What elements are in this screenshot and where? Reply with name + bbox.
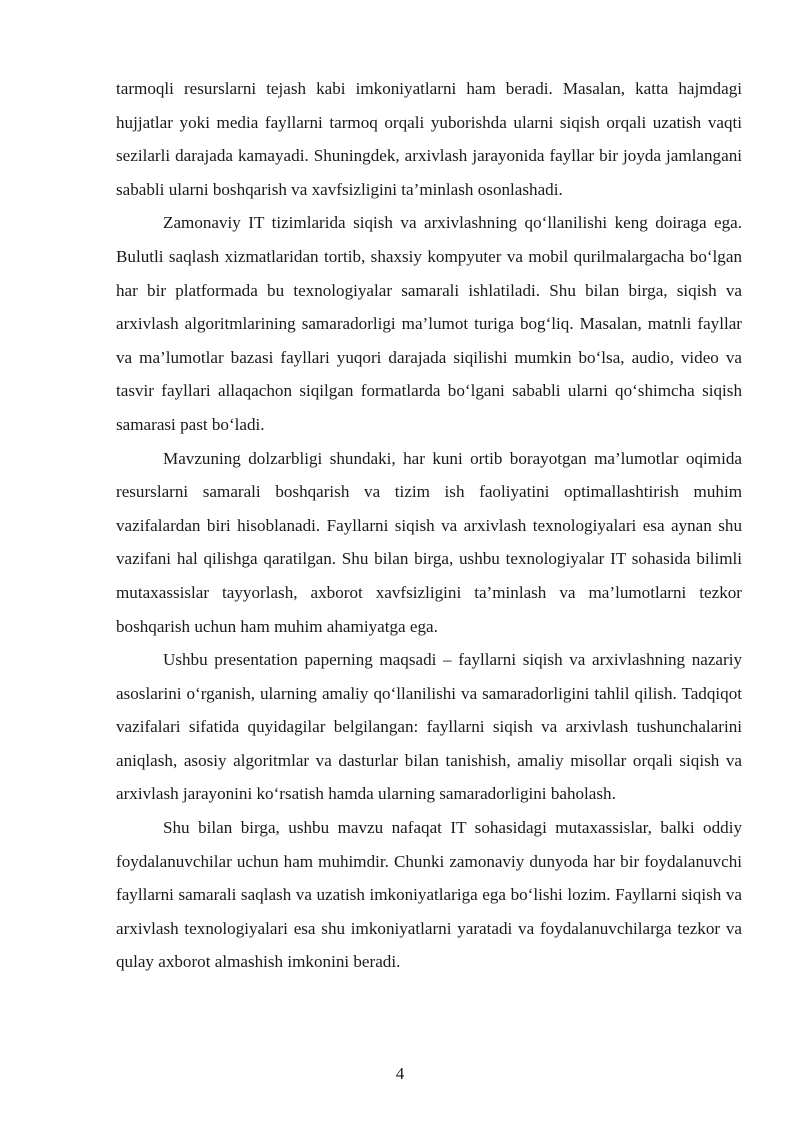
paragraph-continuation: tarmoqli resurslarni tejash kabi imkoniyatlarni ham beradi. Masalan, katta hajmdagi hujjatlar yoki media fayllarni tarmoq orqali yuborishda ularni siqish orqali uzatish vaqti sezilarli darajada kamayadi. Shuningdek, arxivlash jarayonida fayllar bir joyda jamlangani sababli ularni boshqarish va xavfsizligini ta’minlash osonlashadi. xyxy=(116,79,742,199)
paragraph-importance: Shu bilan birga, ushbu mavzu nafaqat IT sohasidagi mutaxassislar, balki oddiy foydalanuvchilar uchun ham muhimdir. Chunki zamonaviy dunyoda har bir foydalanuvchi fayllarni samarali saqlash va uzatish imkoniyatlariga ega bo‘lishi lozim. Fayllarni siqish va arxivlash texnologiyalari esa shu imkoniyatlarni yaratadi va foydalanuvchilarga tezkor va qulay axborot almashish imkonini beradi. xyxy=(116,818,742,972)
paragraph-relevance: Mavzuning dolzarbligi shundaki, har kuni ortib borayotgan ma’lumotlar oqimida resurslarni samarali boshqarish va tizim ish faoliyatini optimallashtirish muhim vazifalardan biri hisoblanadi. Fayllarni siqish va arxivlash texnologiyalari esa aynan shu vazifani hal qilishga qaratilgan. Shu bilan birga, ushbu texnologiyalar IT sohasida bilimli mutaxassislar tayyorlash, axborot xavfsizligini ta’minlash va ma’lumotlarni tezkor boshqarish uchun ham muhim ahamiyatga ega. xyxy=(116,448,742,636)
page-number: 4 xyxy=(395,1064,405,1083)
paragraph-it-systems: Zamonaviy IT tizimlarida siqish va arxivlashning qo‘llanilishi keng doiraga ega. Bulutli saqlash xizmatlaridan tortib, shaxsiy kompyuter va mobil qurilmalargacha bo‘lgan har bir platformada bu texnologiyalar samarali ishlatiladi. Shu bilan birga, siqish va arxivlash algoritmlarining samaradorligi ma’lumot turiga bog‘liq. Masalan, matnli fayllar va ma’lumotlar bazasi fayllari yuqori darajada siqilishi mumkin bo‘lsa, audio, video va tasvir fayllari allaqachon siqilgan formatlarda bo‘lgani sababli ularni qo‘shimcha siqish samarasi past bo‘ladi. xyxy=(116,213,742,434)
paragraph-purpose: Ushbu presentation paperning maqsadi – fayllarni siqish va arxivlashning nazariy asoslarini o‘rganish, ularning amaliy qo‘llanilishi va samaradorligini tahlil qilish. Tadqiqot vazifalari sifatida quyidagilar belgilangan: fayllarni siqish va arxivlash tushunchalarini aniqlash, asosiy algoritmlar va dasturlar bilan tanishish, amaliy misollar orqali siqish va arxivlash jarayonini ko‘rsatish hamda ularning samaradorligini baholash. xyxy=(116,650,742,804)
page-body xyxy=(116,72,742,979)
